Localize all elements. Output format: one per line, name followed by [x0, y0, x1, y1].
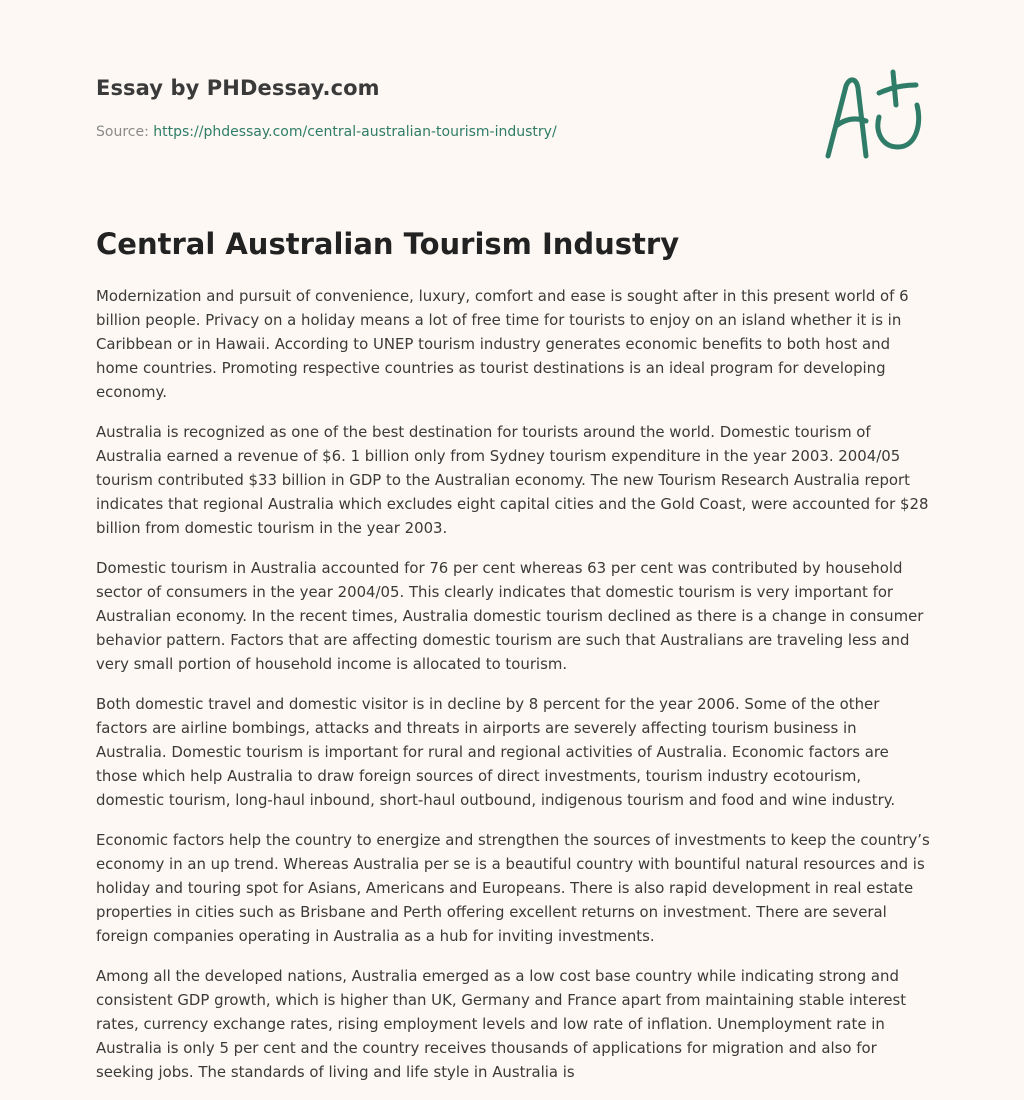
paragraph: Among all the developed nations, Australia emerged as a low cost base country while indicating strong and consistent GDP growth, which is higher than UK, Germany and France apart from maintaining stable interest rates, currency exchange rates, rising employment levels and low rate of inflation. Unemployment rate in Australia is only 5 per cent and the country receives thousands of applications for migration and also for seeking jobs. The standards of living and life style in Australia is: [96, 967, 907, 1081]
source-link[interactable]: https://phdessay.com/central-australian-tourism-industry/: [153, 124, 557, 140]
site-brand: Essay by PHDessay.com: [96, 76, 380, 100]
page-title: Central Australian Tourism Industry: [96, 227, 680, 261]
paragraph: Economic factors help the country to energize and strengthen the sources of investments to keep the country’s economy in an up trend. Whereas Australia per se is a beautiful country with bountiful natural resources and is holiday and touring spot for Asians, Americans and Europeans. There is also rapid development in real estate properties in cities such as Brisbane and Perth offering excellent returns on investment. There are several foreign companies operating in Australia as a hub for inviting investments.: [96, 831, 930, 945]
paragraph: Modernization and pursuit of convenience, luxury, comfort and ease is sought after in this present world of 6 billion people. Privacy on a holiday means a lot of free time for tourists to enjoy on an island whether it is in Caribbean or in Hawaii. According to UNEP tourism industry generates economic benefits to both host and home countries. Promoting respective countries as tourist destinations is an ideal program for developing economy.: [96, 287, 909, 401]
source-label: Source:: [96, 124, 149, 140]
paragraph: Australia is recognized as one of the best destination for tourists around the world. Domestic tourism of Australia earned a revenue of $6. 1 billion only from Sydney tourism expenditure in the year 2003. 2004/05 tourism contributed $33 billion in GDP to the Australian economy. The new Tourism Research Australia report indicates that regional Australia which excludes eight capital cities and the Gold Coast, were accounted for $28 billion from domestic tourism in the year 2003.: [96, 423, 929, 537]
article-body: [96, 284, 930, 1100]
paragraph: Domestic tourism in Australia accounted for 76 per cent whereas 63 per cent was contributed by household sector of consumers in the year 2004/05. This clearly indicates that domestic tourism is very important for Australian economy. In the recent times, Australia domestic tourism declined as there is a change in consumer behavior pattern. Factors that are affecting domestic tourism are such that Australians are traveling less and very small portion of household income is allocated to tourism.: [96, 559, 924, 673]
source-line: [96, 124, 557, 140]
paragraph: Both domestic travel and domestic visitor is in decline by 8 percent for the year 2006. Some of the other factors are airline bombings, attacks and threats in airports are severely affecting tourism business in Australia. Domestic tourism is important for rural and regional activities of Australia. Economic factors are those which help Australia to draw foreign sources of direct investments, tourism industry ecotourism, domestic tourism, long-haul inbound, short-haul outbound, indigenous tourism and food and wine industry.: [96, 695, 896, 809]
a-plus-logo-icon: [818, 68, 930, 166]
